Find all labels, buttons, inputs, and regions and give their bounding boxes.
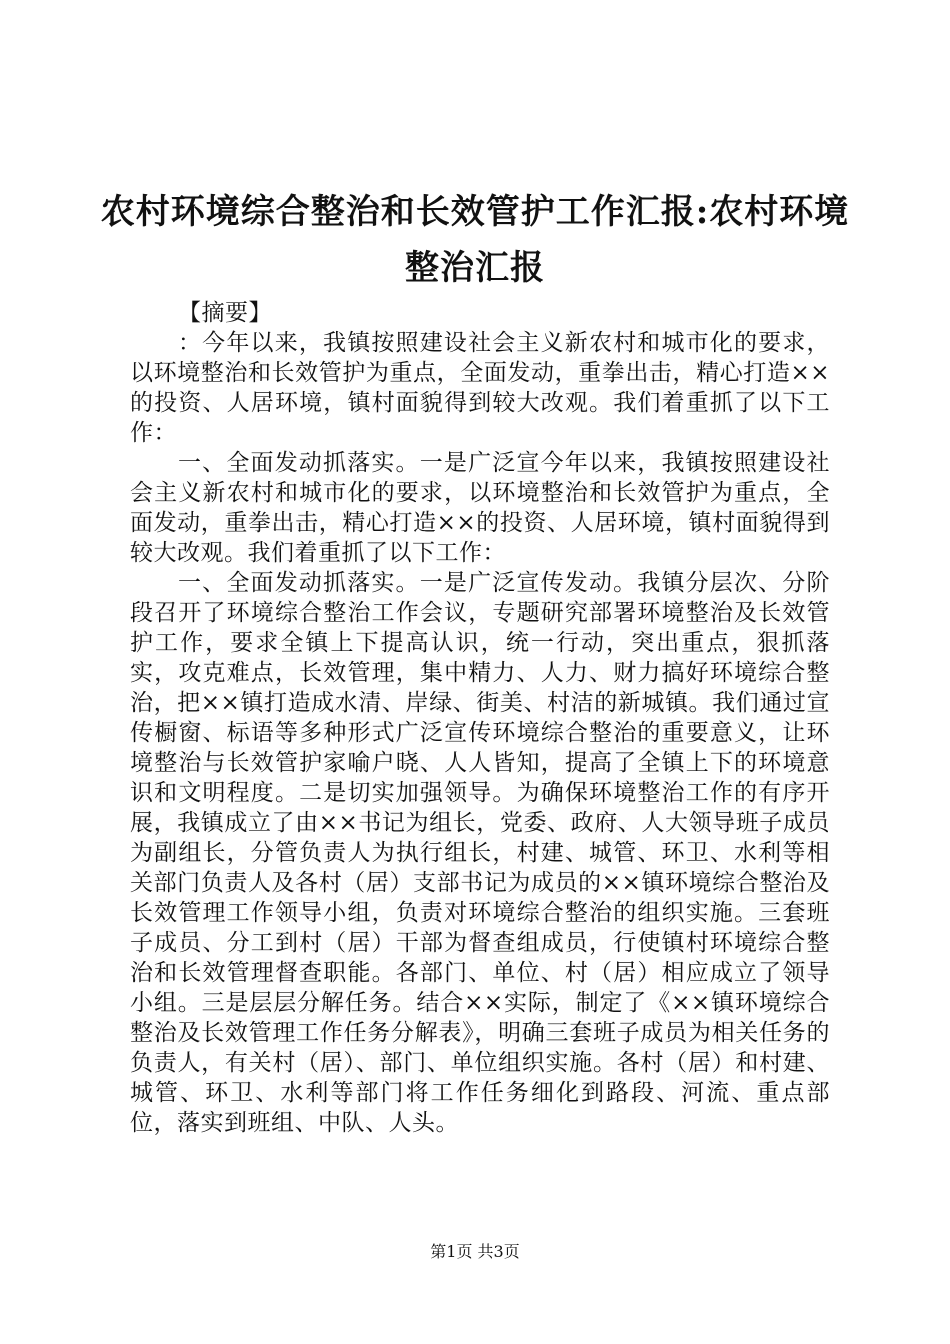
document-title: 农村环境综合整治和长效管护工作汇报:农村环境整治汇报 <box>100 192 850 288</box>
document-body <box>130 298 830 1138</box>
paragraph: 一、全面发动抓落实。一是广泛宣今年以来，我镇按照建设社会主义新农村和城市化的要求，以环境整治和长效管护为重点，全面发动，重拳出击，精心打造××的投资、人居环境，镇村面貌得到较大改观。我们着重抓了以下工作： <box>130 450 830 566</box>
page-footer: 第1页 共3页 <box>430 1242 520 1261</box>
paragraph: 一、全面发动抓落实。一是广泛宣传发动。我镇分层次、分阶段召开了环境综合整治工作会议，专题研究部署环境整治及长效管护工作，要求全镇上下提高认识，统一行动，突出重点，狠抓落实，攻克难点，长效管理，集中精力、人力、财力搞好环境综合整治，把××镇打造成水清、岸绿、街美、村洁的新城镇。我们通过宣传橱窗、标语等多种形式广泛宣传环境综合整治的重要意义，让环境整治与长效管护家喻户晓、人人皆知，提高了全镇上下的环境意识和文明程度。二是切实加强领导。为确保环境整治工作的有序开展，我镇成立了由××书记为组长，党委、政府、人大领导班子成员为副组长，分管负责人为执行组长，村建、城管、环卫、水利等相关部门负责人及各村（居）支部书记为成员的××镇环境综合整治及长效管理工作领导小组，负责对环境综合整治的组织实施。三套班子成员、分工到村（居）干部为督查组成员，行使镇村环境综合整治和长效管理督查职能。各部门、单位、村（居）相应成立了领导小组。三是层层分解任务。结合××实际，制定了《××镇环境综合整治及长效管理工作任务分解表》，明确三套班子成员为相关任务的负责人，有关村（居）、部门、单位组织实施。各村（居）和村建、城管、环卫、水利等部门将工作任务细化到路段、河流、重点部位，落实到班组、中队、人头。 <box>130 570 830 1136</box>
paragraph: ：今年以来，我镇按照建设社会主义新农村和城市化的要求，以环境整治和长效管护为重点，全面发动，重拳出击，精心打造××的投资、人居环境，镇村面貌得到较大改观。我们着重抓了以下工作： <box>130 330 830 446</box>
abstract-label: 【摘要】 <box>178 300 272 326</box>
